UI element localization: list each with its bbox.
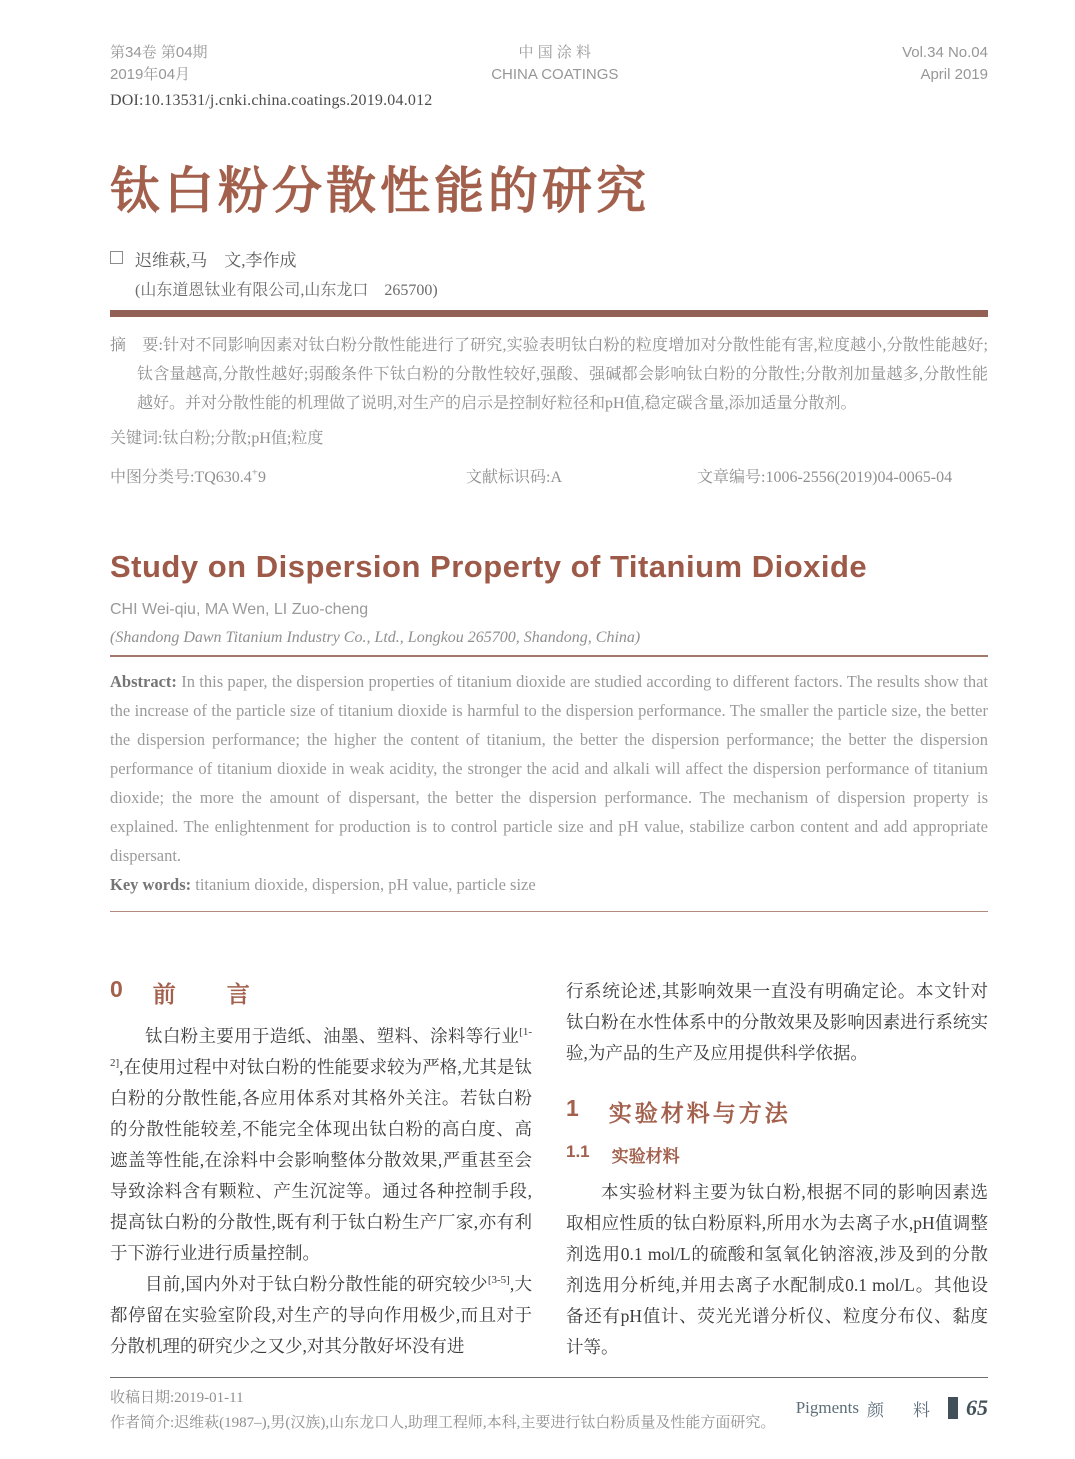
paragraph-intro-2: 目前,国内外对于钛白粉分散性能的研究较少[3-5],大都停留在实验室阶段,对生产的导向作用极少,而且对于分散机理的研究少之又少,对其分散好坏没有进 (110, 1274, 533, 1356)
clc-number: 中图分类号:TQ630.4+9 (110, 466, 266, 486)
body-columns (110, 976, 988, 1363)
footer-section-cn: 颜 料 (867, 1400, 936, 1420)
section-1-1-title: 实验材料 (611, 1147, 680, 1166)
keywords-en-text: titanium dioxide, dispersion, pH value, particle size (191, 875, 536, 894)
abstract-cn-text: 针对不同影响因素对钛白粉分散性能进行了研究,实验表明钛白粉的粒度增加对分散性能有害,粒度越小,分散性能越好;钛含量越高,分散性越好;弱酸条件下钛白粉的分散性较好,强酸、强碱都会影响钛白粉的分散性;分散剂加量越多,分散性能越好。并对分散性能的机理做了说明,对生产的启示是控制好粒径和pH值,稳定碳含量,添加适量分散剂。 (137, 337, 988, 412)
page-footer (796, 1395, 988, 1421)
section-1-1-heading (566, 1142, 988, 1167)
body-column-right (566, 976, 988, 1363)
classification-row (110, 464, 988, 487)
footer-section-en: Pigments (795, 1398, 859, 1417)
keywords-en (110, 870, 988, 899)
received-date: 收稿日期:2019-01-11 (110, 1390, 244, 1406)
journal-name (491, 42, 618, 86)
volume-issue-en: Vol.34 No.04 (902, 44, 988, 61)
clc-superscript: + (251, 466, 258, 479)
journal-name-en: CHINA COATINGS (491, 66, 619, 83)
authors-cn-row (110, 246, 988, 271)
footer-page-tab (948, 1397, 958, 1419)
paragraph-intro-1: 钛白粉主要用于造纸、油墨、塑料、涂料等行业[1-2],在使用过程中对钛白粉的性能要求较为严格,尤其是钛白粉的分散性能,各应用体系对其格外关注。若钛白粉的分散性能较差,不能完全体现出钛白粉的高白度、高遮盖等性能,在涂料中会影响整体分散效果,严重甚至会导致涂料含有颗粒、产生沉淀等。通过各种控制手段,提高钛白粉的分散性,既有利于钛白粉生产厂家,亦有利于下游行业进行质量控制。 (110, 1026, 532, 1263)
doi: DOI:10.13531/j.cnki.china.coatings.2019.04.012 (110, 92, 433, 109)
abstract-en-label: Abstract: (110, 672, 177, 691)
paragraph-materials: 本实验材料主要为钛白粉,根据不同的影响因素选取相应性质的钛白粉原料,所用水为去离子水,pH值调整剂选用0.1 mol/L的硫酸和氢氧化钠溶液,涉及到的分散剂选用分析纯,并用去离子水配制成0.1 mol/L。其他设备还有pH值计、荧光光谱分析仪、粒度分布仪、黏度计等。 (566, 1182, 988, 1357)
journal-header (110, 42, 988, 86)
section-1-number: 1 (566, 1095, 579, 1121)
abstract-cn-label: 摘 要: (110, 337, 163, 354)
keywords-cn-label: 关键词: (110, 430, 163, 447)
divider-above-body (110, 911, 988, 912)
article-title-cn: 钛白粉分散性能的研究 (110, 163, 650, 219)
section-1-title: 实验材料与方法 (608, 1100, 791, 1126)
citation-ref-3-5: [3-5] (487, 1274, 510, 1287)
divider-thick-bar (110, 310, 988, 317)
document-code: 文献标识码:A (466, 469, 563, 486)
date-cn: 2019年04月 (110, 66, 191, 83)
section-1-1-number: 1.1 (566, 1142, 590, 1161)
divider-english-block (110, 655, 988, 657)
abstract-cn (110, 331, 988, 418)
abstract-en (110, 667, 988, 870)
date-en: April 2019 (920, 66, 988, 83)
header-volume-issue (110, 42, 208, 86)
affiliation-cn: (山东道恩钛业有限公司,山东龙口 265700) (135, 282, 438, 299)
section-1-heading (566, 1095, 988, 1128)
paragraph-intro-2-continued: 行系统论述,其影响效果一直没有明确定论。本文针对钛白粉在水性体系中的分散效果及影响因素进行系统实验,为产品的生产及应用提供科学依据。 (566, 981, 988, 1063)
author-marker-icon (110, 251, 123, 264)
author-bio: 作者简介:迟维萩(1987–),男(汉族),山东龙口人,助理工程师,本科,主要进行钛白粉质量及性能方面研究。 (110, 1415, 776, 1431)
section-0-number: 0 (110, 976, 123, 1002)
volume-issue-cn: 第34卷 第04期 (110, 44, 208, 61)
page-number: 65 (966, 1395, 988, 1420)
keywords-cn (110, 426, 988, 452)
affiliation-en: (Shandong Dawn Titanium Industry Co., Ltd., Longkou 265700, Shandong, China) (110, 629, 641, 646)
footnote-divider (110, 1377, 988, 1378)
authors-cn: 迟维萩,马 文,李作成 (135, 251, 297, 270)
journal-name-cn: 中 国 涂 料 (518, 44, 592, 61)
body-column-left (110, 976, 532, 1363)
section-0-title: 前 言 (152, 981, 264, 1007)
citation-ref-1-2: [1-2] (110, 1026, 532, 1070)
article-title-en: Study on Dispersion Property of Titanium Dioxide (110, 549, 868, 584)
abstract-en-text: In this paper, the dispersion properties of titanium dioxide are studied according to different factors. The results show that the increase of the particle size of titanium dioxide is harmful to the dispersion performance. The smaller the particle size, the better the dispersion performance; the higher the content of titanium, the better the dispersion performance; the better the dispersion performance of titanium dioxide in weak acidity, the stronger the acid and alkali will affect the dispersion performance of titanium dioxide; the more the amount of dispersant, the better the dispersion performance. The mechanism of dispersion property is explained. The enlightenment for production is to control particle size and pH value, stabilize carbon content and add appropriate dispersant. (110, 672, 988, 865)
header-volume-issue-en (902, 42, 988, 86)
keywords-en-label: Key words: (110, 875, 192, 894)
keywords-cn-text: 钛白粉;分散;pH值;粒度 (162, 430, 324, 447)
section-0-heading (110, 976, 532, 1009)
authors-en: CHI Wei-qiu, MA Wen, LI Zuo-cheng (110, 601, 369, 618)
article-id: 文章编号:1006-2556(2019)04-0065-04 (697, 469, 953, 486)
